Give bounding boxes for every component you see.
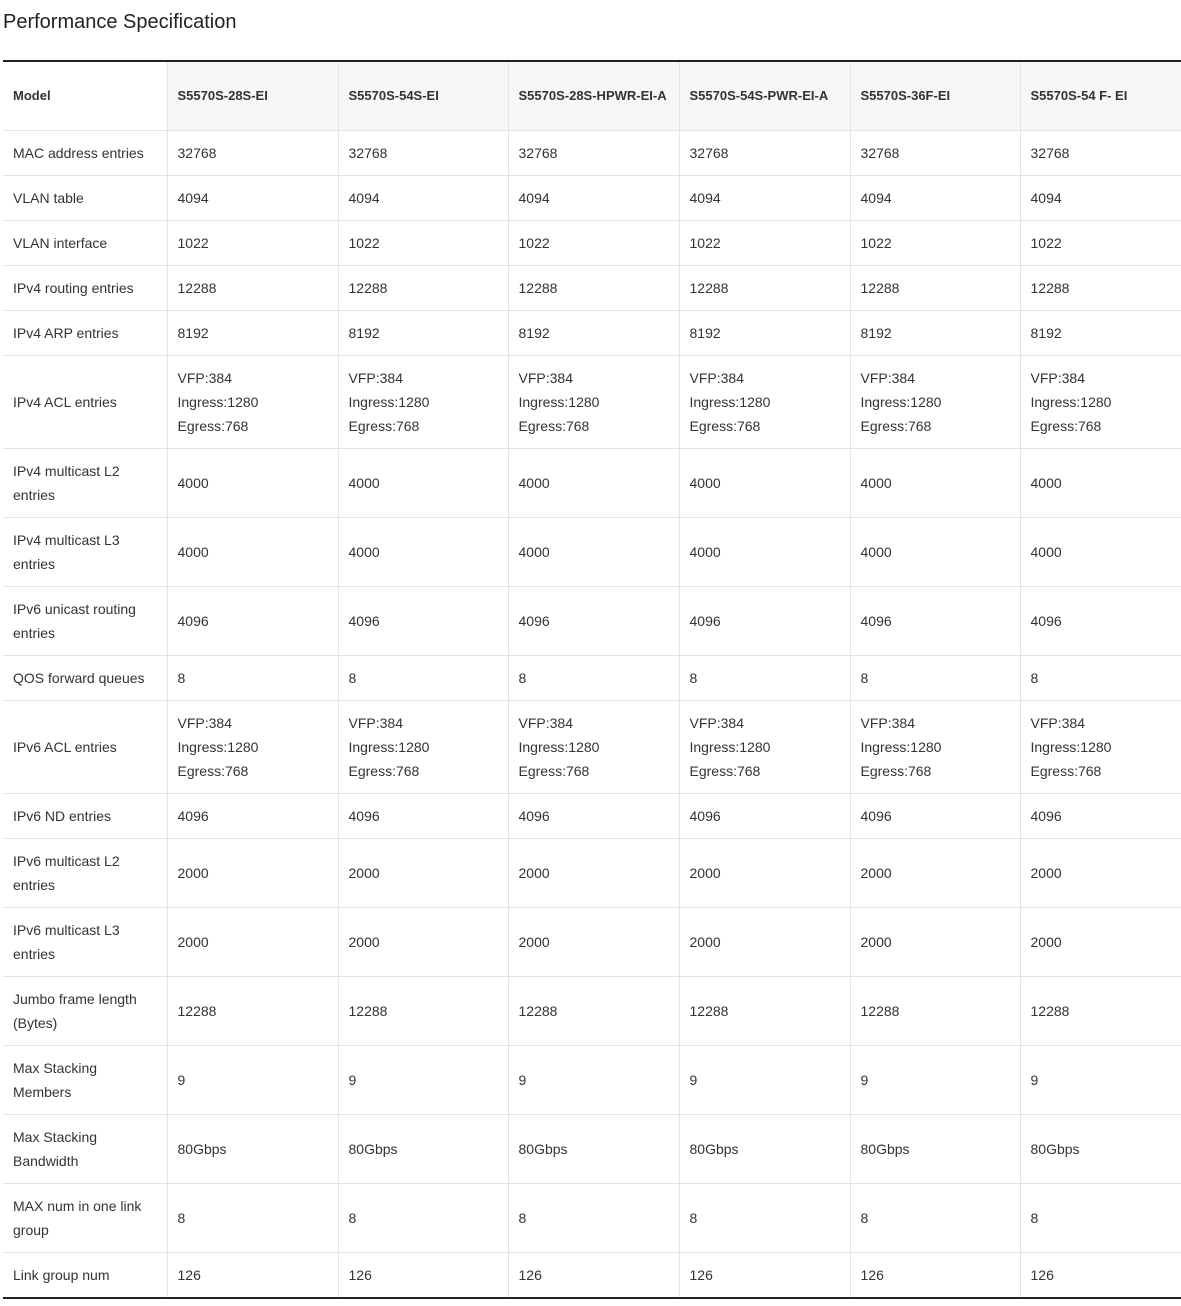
page-title: Performance Specification [3, 11, 237, 33]
table-cell: 12288 [508, 266, 679, 311]
row-label: IPv4 ARP entries [3, 311, 167, 356]
table-cell: 8 [850, 1184, 1020, 1253]
table-cell: 2000 [167, 839, 338, 908]
row-label: VLAN table [3, 176, 167, 221]
table-row [3, 1253, 1181, 1299]
table-cell: 4000 [167, 449, 338, 518]
table-cell: 12288 [1020, 266, 1181, 311]
table-row [3, 1115, 1181, 1184]
table-cell: VFP:384 Ingress:1280 Egress:768 [1020, 701, 1181, 794]
table-cell: 9 [850, 1046, 1020, 1115]
table-cell: 4096 [679, 794, 850, 839]
table-cell: 4000 [850, 449, 1020, 518]
table-row [3, 311, 1181, 356]
table-cell: 4096 [508, 794, 679, 839]
table-row [3, 908, 1181, 977]
table-cell: 8192 [679, 311, 850, 356]
table-cell: 4096 [1020, 794, 1181, 839]
table-cell: 80Gbps [679, 1115, 850, 1184]
table-cell: 9 [338, 1046, 508, 1115]
table-cell: 80Gbps [167, 1115, 338, 1184]
table-cell: 4000 [338, 449, 508, 518]
table-cell: 2000 [1020, 908, 1181, 977]
table-cell: 8192 [850, 311, 1020, 356]
table-cell: 32768 [850, 131, 1020, 176]
table-cell: 126 [508, 1253, 679, 1299]
table-cell: 32768 [167, 131, 338, 176]
table-cell: 32768 [679, 131, 850, 176]
table-row [3, 518, 1181, 587]
row-label: IPv4 multicast L2 entries [3, 449, 167, 518]
row-label: Max Stacking Members [3, 1046, 167, 1115]
table-row [3, 449, 1181, 518]
table-cell: 8 [1020, 656, 1181, 701]
table-cell: 8192 [1020, 311, 1181, 356]
header-model-3: S5570S-28S-HPWR-EI-A [508, 61, 679, 131]
table-cell: 32768 [508, 131, 679, 176]
table-cell: 4000 [679, 449, 850, 518]
table-cell: 2000 [679, 908, 850, 977]
row-label: IPv6 unicast routing entries [3, 587, 167, 656]
table-cell: 9 [679, 1046, 850, 1115]
table-body [3, 131, 1181, 1299]
table-cell: 1022 [679, 221, 850, 266]
table-cell: VFP:384 Ingress:1280 Egress:768 [167, 356, 338, 449]
header-model-4: S5570S-54S-PWR-EI-A [679, 61, 850, 131]
table-row [3, 977, 1181, 1046]
table-cell: VFP:384 Ingress:1280 Egress:768 [167, 701, 338, 794]
table-cell: 9 [508, 1046, 679, 1115]
table-cell: VFP:384 Ingress:1280 Egress:768 [508, 701, 679, 794]
table-cell: 2000 [338, 839, 508, 908]
table-cell: 4000 [679, 518, 850, 587]
table-cell: 4096 [338, 794, 508, 839]
table-cell: 2000 [508, 839, 679, 908]
row-label: Max Stacking Bandwidth [3, 1115, 167, 1184]
table-cell: 4096 [167, 794, 338, 839]
table-cell: 12288 [338, 977, 508, 1046]
row-label: Jumbo frame length (Bytes) [3, 977, 167, 1046]
table-cell: 1022 [508, 221, 679, 266]
table-cell: 4094 [1020, 176, 1181, 221]
table-row [3, 701, 1181, 794]
table-cell: 8192 [338, 311, 508, 356]
table-cell: 4000 [508, 518, 679, 587]
row-label: IPv6 ND entries [3, 794, 167, 839]
table-cell: 2000 [338, 908, 508, 977]
table-cell: 12288 [338, 266, 508, 311]
table-cell: 4094 [850, 176, 1020, 221]
table-cell: 4096 [850, 794, 1020, 839]
table-cell: 80Gbps [508, 1115, 679, 1184]
table-row [3, 1184, 1181, 1253]
table-cell: 9 [1020, 1046, 1181, 1115]
table-cell: 4096 [850, 587, 1020, 656]
header-model-6: S5570S-54 F- EI [1020, 61, 1181, 131]
table-cell: 4000 [338, 518, 508, 587]
table-row [3, 221, 1181, 266]
table-cell: 126 [679, 1253, 850, 1299]
table-cell: 12288 [167, 977, 338, 1046]
table-cell: 126 [850, 1253, 1020, 1299]
table-cell: 2000 [850, 908, 1020, 977]
table-row [3, 356, 1181, 449]
table-cell: 8 [850, 656, 1020, 701]
table-cell: 8 [338, 656, 508, 701]
table-cell: 1022 [850, 221, 1020, 266]
row-label: MAC address entries [3, 131, 167, 176]
table-cell: 4094 [679, 176, 850, 221]
row-label: IPv4 routing entries [3, 266, 167, 311]
table-cell: 8 [338, 1184, 508, 1253]
table-cell: 4094 [167, 176, 338, 221]
table-cell: 4096 [1020, 587, 1181, 656]
table-cell: 2000 [167, 908, 338, 977]
table-cell: 4000 [850, 518, 1020, 587]
row-label: IPv6 multicast L3 entries [3, 908, 167, 977]
table-cell: 2000 [850, 839, 1020, 908]
row-label: IPv4 ACL entries [3, 356, 167, 449]
table-cell: 4000 [167, 518, 338, 587]
table-cell: 12288 [508, 977, 679, 1046]
header-model-2: S5570S-54S-EI [338, 61, 508, 131]
table-cell: 4094 [508, 176, 679, 221]
header-model-5: S5570S-36F-EI [850, 61, 1020, 131]
table-cell: VFP:384 Ingress:1280 Egress:768 [338, 356, 508, 449]
table-row [3, 176, 1181, 221]
table-cell: 8 [679, 656, 850, 701]
row-label: VLAN interface [3, 221, 167, 266]
table-cell: 8192 [508, 311, 679, 356]
table-cell: 8 [508, 656, 679, 701]
header-model-1: S5570S-28S-EI [167, 61, 338, 131]
table-cell: 4096 [508, 587, 679, 656]
row-label: IPv6 ACL entries [3, 701, 167, 794]
table-cell: 9 [167, 1046, 338, 1115]
table-cell: 12288 [167, 266, 338, 311]
table-cell: 80Gbps [1020, 1115, 1181, 1184]
table-cell: 8 [1020, 1184, 1181, 1253]
row-label: MAX num in one link group [3, 1184, 167, 1253]
table-cell: VFP:384 Ingress:1280 Egress:768 [679, 701, 850, 794]
table-cell: 126 [1020, 1253, 1181, 1299]
table-cell: 12288 [850, 977, 1020, 1046]
row-label: QOS forward queues [3, 656, 167, 701]
table-cell: 32768 [338, 131, 508, 176]
table-row [3, 587, 1181, 656]
table-cell: 4000 [1020, 518, 1181, 587]
row-label: Link group num [3, 1253, 167, 1299]
row-label: IPv6 multicast L2 entries [3, 839, 167, 908]
table-cell: 4000 [1020, 449, 1181, 518]
table-cell: 1022 [338, 221, 508, 266]
table-cell: 2000 [508, 908, 679, 977]
table-cell: 8 [167, 656, 338, 701]
table-row [3, 131, 1181, 176]
table-cell: VFP:384 Ingress:1280 Egress:768 [850, 701, 1020, 794]
table-cell: 12288 [850, 266, 1020, 311]
table-cell: 4094 [338, 176, 508, 221]
table-row [3, 656, 1181, 701]
table-row [3, 794, 1181, 839]
table-cell: 8192 [167, 311, 338, 356]
table-cell: 1022 [167, 221, 338, 266]
table-cell: 32768 [1020, 131, 1181, 176]
table-cell: 8 [679, 1184, 850, 1253]
table-row [3, 1046, 1181, 1115]
table-cell: VFP:384 Ingress:1280 Egress:768 [850, 356, 1020, 449]
table-cell: VFP:384 Ingress:1280 Egress:768 [338, 701, 508, 794]
table-header-row [3, 61, 1181, 131]
table-cell: 4000 [508, 449, 679, 518]
performance-spec-table [3, 60, 1181, 1299]
table-cell: 8 [167, 1184, 338, 1253]
table-cell: 126 [167, 1253, 338, 1299]
table-cell: 4096 [338, 587, 508, 656]
table-cell: 12288 [1020, 977, 1181, 1046]
table-cell: 12288 [679, 977, 850, 1046]
table-cell: VFP:384 Ingress:1280 Egress:768 [508, 356, 679, 449]
table-cell: 80Gbps [850, 1115, 1020, 1184]
header-model-label: Model [3, 61, 167, 131]
table-cell: 8 [508, 1184, 679, 1253]
table-row [3, 266, 1181, 311]
table-cell: 126 [338, 1253, 508, 1299]
table-cell: 1022 [1020, 221, 1181, 266]
table-cell: 2000 [679, 839, 850, 908]
table-cell: 2000 [1020, 839, 1181, 908]
table-cell: 4096 [679, 587, 850, 656]
table-cell: 80Gbps [338, 1115, 508, 1184]
table-cell: VFP:384 Ingress:1280 Egress:768 [679, 356, 850, 449]
table-cell: 12288 [679, 266, 850, 311]
table-cell: VFP:384 Ingress:1280 Egress:768 [1020, 356, 1181, 449]
row-label: IPv4 multicast L3 entries [3, 518, 167, 587]
table-cell: 4096 [167, 587, 338, 656]
table-row [3, 839, 1181, 908]
